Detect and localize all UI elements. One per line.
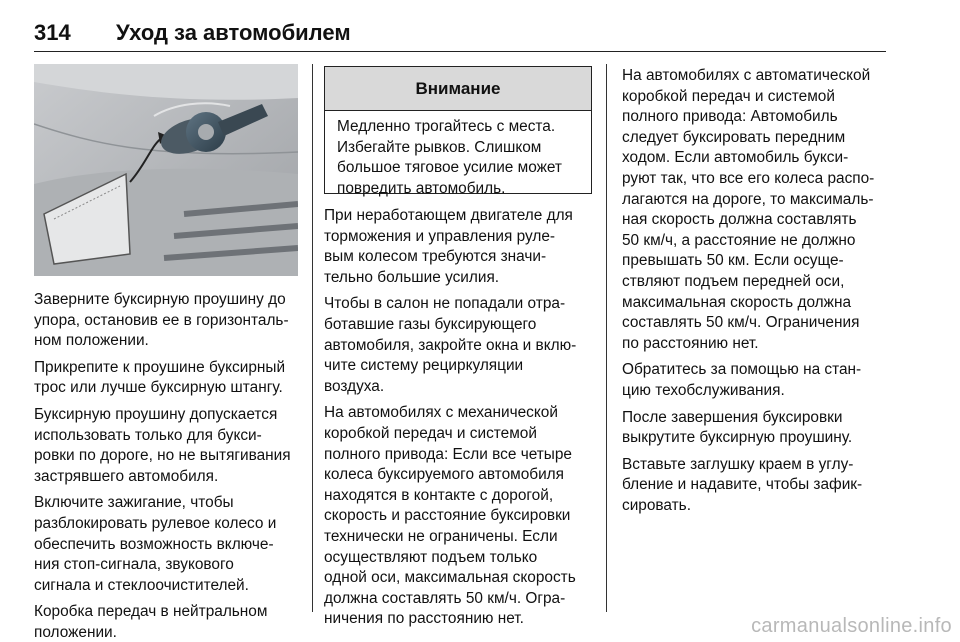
- paragraph: Заверните буксирную проушину до упора, остановив ее в горизонталь- ном положении.: [34, 291, 289, 350]
- warning-text: Медленно трогайтесь с места. Избегайте рывков. Слишком большое тяговое усилие может повредить автомобиль.: [337, 118, 562, 197]
- watermark: carmanualsonline.info: [751, 615, 952, 637]
- paragraph: Прикрепите к проушине буксирный трос или лучше буксирную штангу.: [34, 358, 286, 397]
- right-column: [622, 66, 892, 522]
- column-divider-2: [606, 64, 607, 612]
- page-header: [34, 18, 886, 52]
- paragraph: При неработающем двигателе для торможения и управления руле- вым колесом требуются значи- тельно большие усилия.: [324, 207, 573, 286]
- paragraph: Чтобы в салон не попадали отра- ботавшие газы буксирующего автомобиля, закройте окна и вклю- чите систему рециркуляции воздуха.: [324, 295, 577, 395]
- warning-title: Внимание: [325, 67, 591, 111]
- left-column: [34, 290, 300, 642]
- paragraph: На автомобилях с механической коробкой передач и системой полного привода: Если все четыре колеса буксируемого автомобиля находятся в контакте с дорогой, скорость и расстояние буксировки технически не ограничены. Если осуществляют подъем только одной оси, максимальная скорость должна составлять 50 км/ч. Огра- ничения по расстоянию нет.: [324, 404, 576, 628]
- middle-column: [324, 206, 596, 636]
- paragraph: Включите зажигание, чтобы разблокировать рулевое колесо и обеспечить возможность включе- ния стоп-сигнала, звукового сигнала и стеклоочистителей.: [34, 494, 277, 594]
- warning-box: [324, 66, 592, 197]
- paragraph: На автомобилях с автоматической коробкой передач и системой полного привода: Автомобиль следует буксировать передним ходом. Если автомобиль букси- руют так, что все его колеса распо- лагаются на дороге, то максималь- ная скорость должна составлять 50 км/ч, а расстояние не должно превышать 50 км. Если осуще- ствляют подъем передней оси, максимальная скорость должна составлять 50 км/ч. Ограничения по расстоянию нет.: [622, 67, 875, 352]
- column-divider-1: [312, 64, 313, 612]
- tow-eye-drawing: [34, 64, 298, 276]
- paragraph: Буксирную проушину допускается использовать только для букси- ровки по дороге, но не вытягивания застрявшего автомобиля.: [34, 405, 291, 485]
- page-number: 314: [34, 20, 71, 45]
- paragraph: Вставьте заглушку краем в углу- бление и надавите, чтобы зафик- сировать.: [622, 455, 863, 514]
- paragraph: Коробка передач в нейтральном положении.: [34, 603, 268, 641]
- paragraph: После завершения буксировки выкрутите буксирную проушину.: [622, 408, 853, 447]
- paragraph: Обратитесь за помощью на стан- цию техобслуживания.: [622, 361, 862, 399]
- page-title: Уход за автомобилем: [116, 20, 351, 45]
- tow-eye-illustration: [34, 64, 298, 276]
